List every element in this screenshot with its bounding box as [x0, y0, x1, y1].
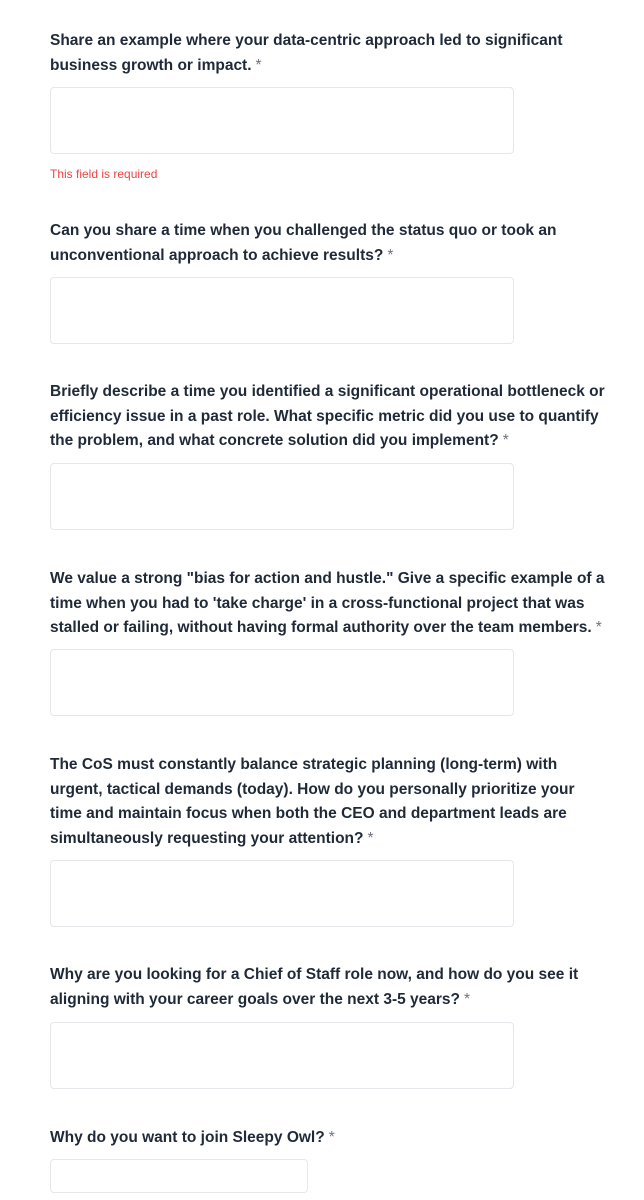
question-prioritization [50, 753, 610, 851]
question-data-centric-impact [50, 29, 610, 78]
question-label: We value a strong "bias for action and hustle." Give a specific example of a time when you had to 'take charge' in a cross-functional project that was stalled or failing, without having formal authority over the team members. * [50, 570, 605, 636]
required-marker: * [595, 619, 602, 636]
answer-field-operational-bottleneck[interactable] [50, 463, 514, 530]
answer-field-prioritization[interactable] [50, 860, 514, 927]
question-label: Can you share a time when you challenged the status quo or took an unconventional approach to achieve results? * [50, 222, 557, 264]
answer-field-chief-of-staff-role[interactable] [50, 1022, 514, 1089]
question-label: Share an example where your data-centric approach led to significant business growth or impact. * [50, 32, 563, 74]
question-bias-for-action [50, 567, 610, 641]
question-chief-of-staff-role [50, 963, 610, 1012]
answer-field-data-centric-impact[interactable] [50, 87, 514, 154]
required-marker: * [328, 1129, 335, 1146]
question-join-sleepy-owl [50, 1126, 610, 1151]
question-label: Why are you looking for a Chief of Staff role now, and how do you see it aligning with your career goals over the next 3-5 years? * [50, 966, 579, 1008]
answer-field-bias-for-action[interactable] [50, 649, 514, 716]
required-marker: * [502, 432, 509, 449]
question-label: Briefly describe a time you identified a significant operational bottleneck or efficiency issue in a past role. What specific metric did you use to quantify the problem, and what concrete solution did you implement? * [50, 383, 605, 449]
question-label: Why do you want to join Sleepy Owl? * [50, 1129, 335, 1146]
required-marker: * [464, 990, 471, 1008]
required-marker: * [255, 56, 262, 74]
answer-field-status-quo[interactable] [50, 277, 514, 344]
required-marker: * [367, 829, 374, 847]
question-operational-bottleneck [50, 380, 610, 454]
required-marker: * [387, 246, 394, 264]
answer-field-join-sleepy-owl[interactable] [50, 1159, 308, 1193]
question-label: The CoS must constantly balance strategic planning (long-term) with urgent, tactical demands (today). How do you personally prioritize your time and maintain focus when both the CEO and department leads are simultaneously requesting your attention? * [50, 756, 575, 847]
error-message-required: This field is required [50, 167, 158, 181]
question-status-quo [50, 219, 610, 268]
